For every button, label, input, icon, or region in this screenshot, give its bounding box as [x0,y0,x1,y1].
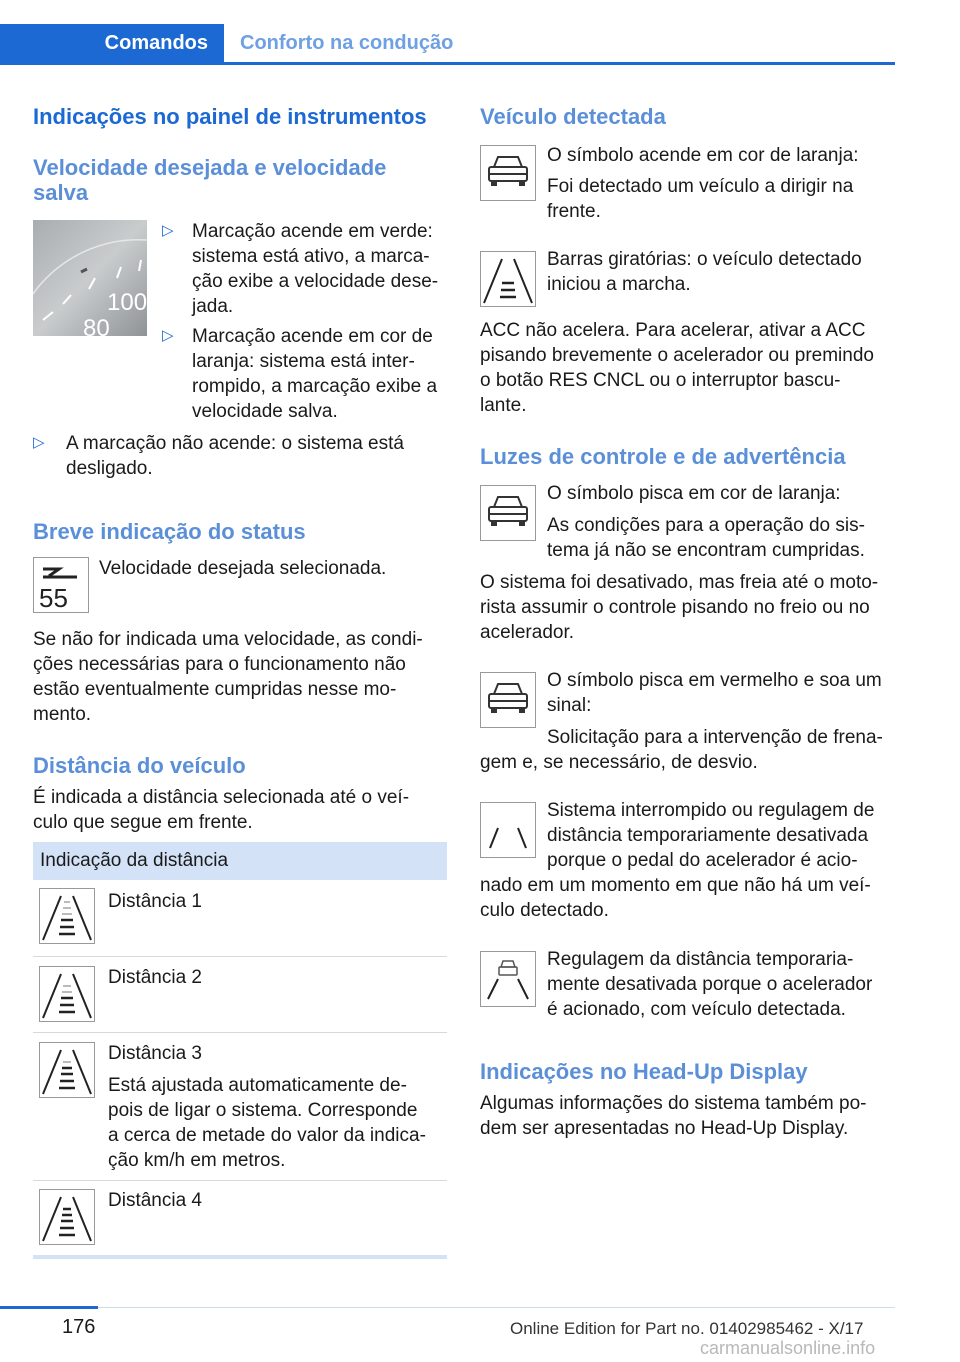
vehicle-icon [480,145,536,201]
rotating-bars-icon [480,251,536,307]
vehicle-text-2: Foi detectado um veículo a dirigir na frente. [547,176,854,222]
distance-1-icon [39,888,95,944]
section-title: Indicações no painel de instrumentos [33,104,427,129]
paragraph-no-speed: Se não for indicada uma velocidade, as condi‐ ções necessárias para o funcionamento não estão eventualmente cumpridas nesse mo‐ mento. [33,629,423,725]
distance-3-label: Distância 3 [108,1043,202,1064]
tab-comandos[interactable]: Comandos [0,24,224,62]
table-header: Indicação da distância [33,842,447,880]
table-divider [33,1180,447,1181]
footer-accent-bar [0,1306,98,1309]
distance-4-icon [39,1189,95,1245]
bullet-orange: ▷ Marcação acende em cor de laranja: sistema está inter‐ rompido, a marcação exibe a velocidade salva. [162,326,438,422]
bullet-green: ▷ Marcação acende em verde: sistema está ativo, a marca‐ ção exibe a velocidade dese‐ jada. [162,221,439,317]
acc-paragraph: ACC não acelera. Para acelerar, ativar a ACC pisando brevemente o acelerador ou premindo o botão RES CNCL ou o interruptor bascu‐ lante. [480,320,874,416]
distance-2-label: Distância 2 [108,967,202,988]
vehicle-text-1: O símbolo acende em cor de laranja: [547,145,859,166]
distance-intro: É indicada a distância selecionada até o veí‐ culo que segue em frente. [33,787,410,833]
status-text: Velocidade desejada selecionada. [99,558,387,579]
lights-text-5: Solicitação para a intervenção de frena‐ gem e, se necessário, de desvio. [480,727,883,773]
gauge-label-80: 80 [83,315,110,336]
lights-text-1: O símbolo pisca em cor de laranja: [547,483,841,504]
distance-4-label: Distância 4 [108,1190,202,1211]
heading-vehicle-detected: Veículo detectada [480,104,666,129]
hud-paragraph: Algumas informações do sistema também po‐ dem ser apresentadas no Head-Up Display. [480,1093,867,1139]
gauge-label-100: 100 [107,289,147,316]
heading-head-up-display: Indicações no Head-Up Display [480,1059,808,1084]
distance-3-description: Está ajustada automaticamente de‐ pois de ligar o sistema. Corresponde a cerca de metade do valor da indica‐ ção km/h em metros. [108,1075,426,1171]
watermark-text: carmanualsonline.info [700,1338,876,1358]
table-bottom-bar [33,1255,447,1259]
lights-text-3: O sistema foi desativado, mas freia até o moto‐ rista assumir o controle pisando no freio ou no acelerador. [480,572,879,643]
lights-text-7: Regulagem da distância temporaria‐ mente desativada porque o acelerador é acionado, com veículo detectada. [547,949,873,1020]
heading-distance: Distância do veículo [33,753,246,778]
heading-status: Breve indicação do status [33,519,306,544]
edition-text: Online Edition for Part no. 01402985462 - X/17 [510,1319,864,1338]
page-number: 176 [62,1316,96,1338]
table-divider [33,956,447,957]
vehicle-blink-red-icon [480,672,536,728]
distance-3-icon [39,1042,95,1098]
vehicle-blink-orange-icon [480,485,536,541]
lights-text-6: Sistema interrompido ou regulagem de distância temporariamente desativada porque o pedal do acelerador é acio‐ nado em um momento em que não há um veí‐ culo detectado. [480,800,875,921]
tab-conforto[interactable]: Conforto na condução [240,31,454,54]
footer-line [98,1307,895,1308]
distance-deactivated-vehicle-icon [480,951,536,1007]
lights-text-4: O símbolo pisca em vermelho e soa um sinal: [547,670,882,716]
heading-warning-lights: Luzes de controle e de advertência [480,444,846,469]
speed-status-icon [33,557,89,613]
table-divider [33,1032,447,1033]
triangle-bullet-icon: ▷ [33,434,45,451]
heading-speed-line2: salva [33,180,89,205]
status-icon-number: 55 [39,583,68,613]
distance-1-label: Distância 1 [108,891,202,912]
distance-2-icon [39,966,95,1022]
speedometer-gauge-image [33,220,147,336]
triangle-bullet-icon: ▷ [162,327,174,344]
heading-speed-line1: Velocidade desejada e velocidade [33,155,387,180]
bullet-off: ▷ A marcação não acende: o sistema está desligado. [33,433,404,479]
lights-text-2: As condições para a operação do sis‐ tema já não se encontram cumpridas. [547,515,865,561]
triangle-bullet-icon: ▷ [162,222,174,239]
rotating-bars-text: Barras giratórias: o veículo detectado iniciou a marcha. [547,249,862,295]
